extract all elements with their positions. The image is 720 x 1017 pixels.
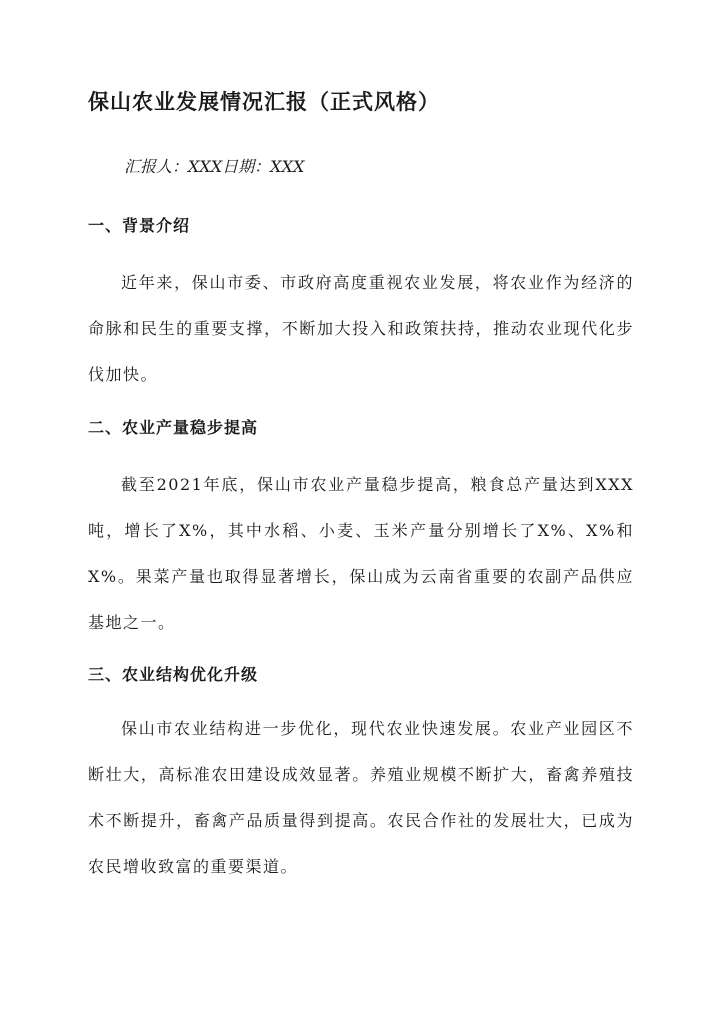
section-body-output: 截至2021年底，保山市农业产量稳步提高，粮食总产量达到XXX吨，增长了X%，其中水稻、小麦、玉米产量分别增长了X%、X%和X%。果菜产量也取得显著增长，保山成为云南省重要的农副产品供应基地之一。 xyxy=(88,475,634,632)
section-heading-output: 二、农业产量稳步提高 xyxy=(88,418,259,437)
section-heading-background: 一、背景介绍 xyxy=(88,216,191,235)
document-title: 保山农业发展情况汇报（正式风格） xyxy=(88,89,440,114)
section-body-structure: 保山市农业结构进一步优化，现代农业快速发展。农业产业园区不断壮大，高标准农田建设成效显著。养殖业规模不断扩大，畜禽养殖技术不断提升，畜禽产品质量得到提高。农民合作社的发展壮大，已成为农民增收致富的重要渠道。 xyxy=(88,719,634,876)
section-heading-structure: 三、农业结构优化升级 xyxy=(88,665,259,684)
reporter-date-line: 汇报人：XXX日期：XXX xyxy=(124,157,305,176)
section-body-background: 近年来，保山市委、市政府高度重视农业发展，将农业作为经济的命脉和民生的重要支撑，不断加大投入和政策扶持，推动农业现代化步伐加快。 xyxy=(88,273,634,384)
